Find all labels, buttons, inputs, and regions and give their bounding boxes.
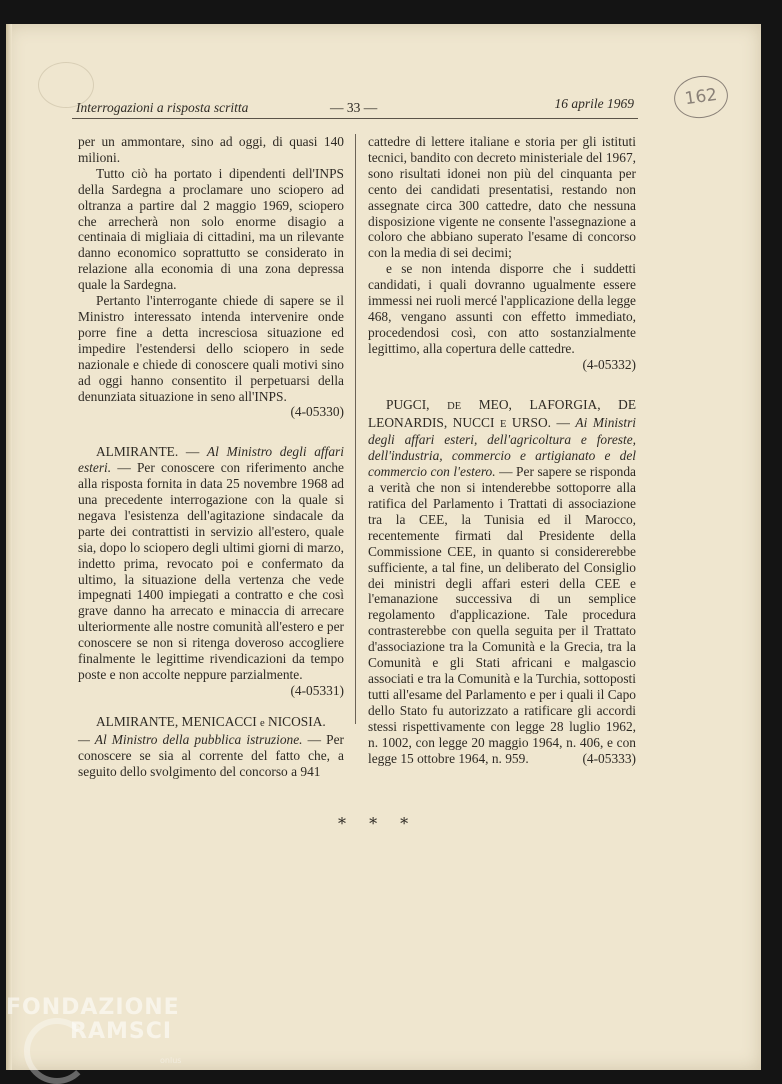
author-names: MEO, LAFORGIA, DE LEONARDIS, NUCCI: [368, 396, 637, 430]
spacer: [78, 420, 344, 444]
paragraph: Pertanto l'interrogante chiede di sapere se il Ministro interessato intenda intervenire onde porre fine a detta incresciosa situazione ed impedire l'estendersi dello sciopero in sede nazionale e chiede di conoscere quali motivi sino ad oggi hanno consentito il perpetuarsi della denunziata situazione in seno all'INPS.: [78, 293, 344, 404]
page-fold-shadow: [6, 24, 12, 1070]
paragraph: cattedre di lettere italiane e storia per gli istituti tecnici, bandito con decreto ministeriale del 1967, sono risultati idonei non più del cinquanta per cento dei candidati presentatisi, restando non assegnate circa 300 cattedre, dato che nessuna disposizione vigente ne consente l'assegnazione a coloro che abbiano superato l'esame di concorso con la media di sei decimi;: [368, 134, 636, 261]
paragraph: Tutto ciò ha portato i dipendenti dell'INPS della Sardegna a proclamare uno sciopero ad oltranza a partire dal 2 maggio 1969, sciopero che arrecherà non solo enorme disagio a centinaia di migliaia di cittadini, ma un rilevante danno economico soprattutto se considerato in relazione alla economia di una zona depressa quale la Sardegna.: [78, 165, 344, 293]
spacer: [368, 373, 636, 397]
watermark-line1: FONDAZIONE: [6, 995, 180, 1020]
author-names: NICOSIA.: [264, 713, 326, 729]
protocol-number: (4-05330): [290, 404, 344, 420]
handwritten-page-number: 162: [671, 72, 730, 121]
paragraph: per un ammontare, sino ad oggi, di quasi 140 milioni.: [78, 134, 344, 165]
interrogation-paragraph: [78, 714, 344, 780]
right-column: [368, 134, 636, 766]
interrogation-text: — Per sapere se risponda a verità che non si intenderebbe sottoporre alla ratifica del Parlamento i Trattati di associazione tra la CEE, la Tunisia ed il Marocco, recentemente firmati dal Presidente della Commissione CEE, in quanto si considererebbe sufficiente, a tal fine, un deliberato del Consiglio dei ministri degli affari esteri della CEE e l'emanazione successiva di un semplice regolamento d'applicazione. Tale procedura contrasterebbe con quella seguita per il Trattato d'associazione tra la Comunità e la Grecia, tra la Comunità e gli Stati africani e malgascio associati e tra la Comunità e la Turchia, sottoposti tutti all'esame del Parlamento e per i quali il Capo dello Stato fu autorizzato a ratificare gli accordi stessi rispettivamente con legge 28 luglio 1962, n. 1002, con legge 20 maggio 1964, n. 406, e con legge 15 ottobre 1964, n. 959.: [368, 464, 636, 766]
header-date: 16 aprile 1969: [554, 96, 634, 111]
section-separator: * * *: [338, 814, 418, 833]
watermark: [6, 996, 180, 1044]
author-names: PUGCI,: [386, 396, 448, 412]
protocol-number: (4-05332): [582, 356, 636, 372]
addressee: — Al Ministro della pubblica istruzione.: [78, 731, 303, 747]
protocol-number: (4-05331): [290, 682, 344, 698]
author-names: ALMIRANTE. —: [96, 444, 207, 460]
header-section-title: Interrogazioni a risposta scritta: [76, 100, 249, 115]
author-names: URSO. —: [506, 414, 576, 430]
interrogation-paragraph: [78, 444, 344, 683]
paragraph: e se non intenda disporre che i suddetti candidati, i quali dovranno ugualmente essere immessi nei ruoli mercé l'applicazione della legge 468, vengano assunti con effetto immediato, procedendosi così, con atto sostanzialmente legittimo, alla copertura delle cattedre.: [368, 261, 636, 356]
addressee: Ai Ministri degli affari esteri, dell'agricoltura e foreste, dell'industria, commercio e artigianato e del commercio con l'estero.: [368, 414, 636, 480]
watermark-onlus: onlus: [160, 1056, 182, 1065]
author-particle: DE: [447, 400, 462, 412]
header-page-number: — 33 —: [330, 100, 378, 115]
spacer: [78, 699, 344, 714]
author-names: ALMIRANTE, MENICACCI: [96, 713, 261, 729]
author-conjunction: E: [499, 418, 507, 430]
interrogation-paragraph: [368, 397, 636, 767]
interrogation-text: — Per conoscere se sia al corrente del fatto che, a seguito dello svolgimento del concorso a 941: [78, 731, 345, 779]
interrogation-text: — Per conoscere con riferimento anche alla risposta fornita in data 25 novembre 1968 ad una precedente interrogazione con la quale si negava l'esistenza dell'agitazione sindacale da parte dei contrattisti in servizio all'estero, quale sia, dopo lo sciopero degli ultimi giorni di marzo, indetto prima, revocato poi e confermato da ultimo, la situazione della vertenza che vede impegnati 1400 impiegati a contratto e che così grave danno ha arrecato e minaccia di arrecare ulteriormente alle nostre comunità all'estero e per conoscere se non si ritenga doveroso accogliere finalmente le legittime rivendicazioni da tempo poste e non accolte neppure parzialmente.: [78, 460, 344, 682]
column-divider: [355, 134, 356, 724]
author-conjunction: e: [260, 717, 265, 729]
addressee: Al Ministro degli affari esteri.: [78, 444, 344, 476]
running-header: [72, 76, 638, 119]
left-column: [78, 134, 344, 779]
watermark-line2: RAMSCI: [70, 1019, 173, 1044]
protocol-number: (4-05333): [582, 750, 636, 766]
